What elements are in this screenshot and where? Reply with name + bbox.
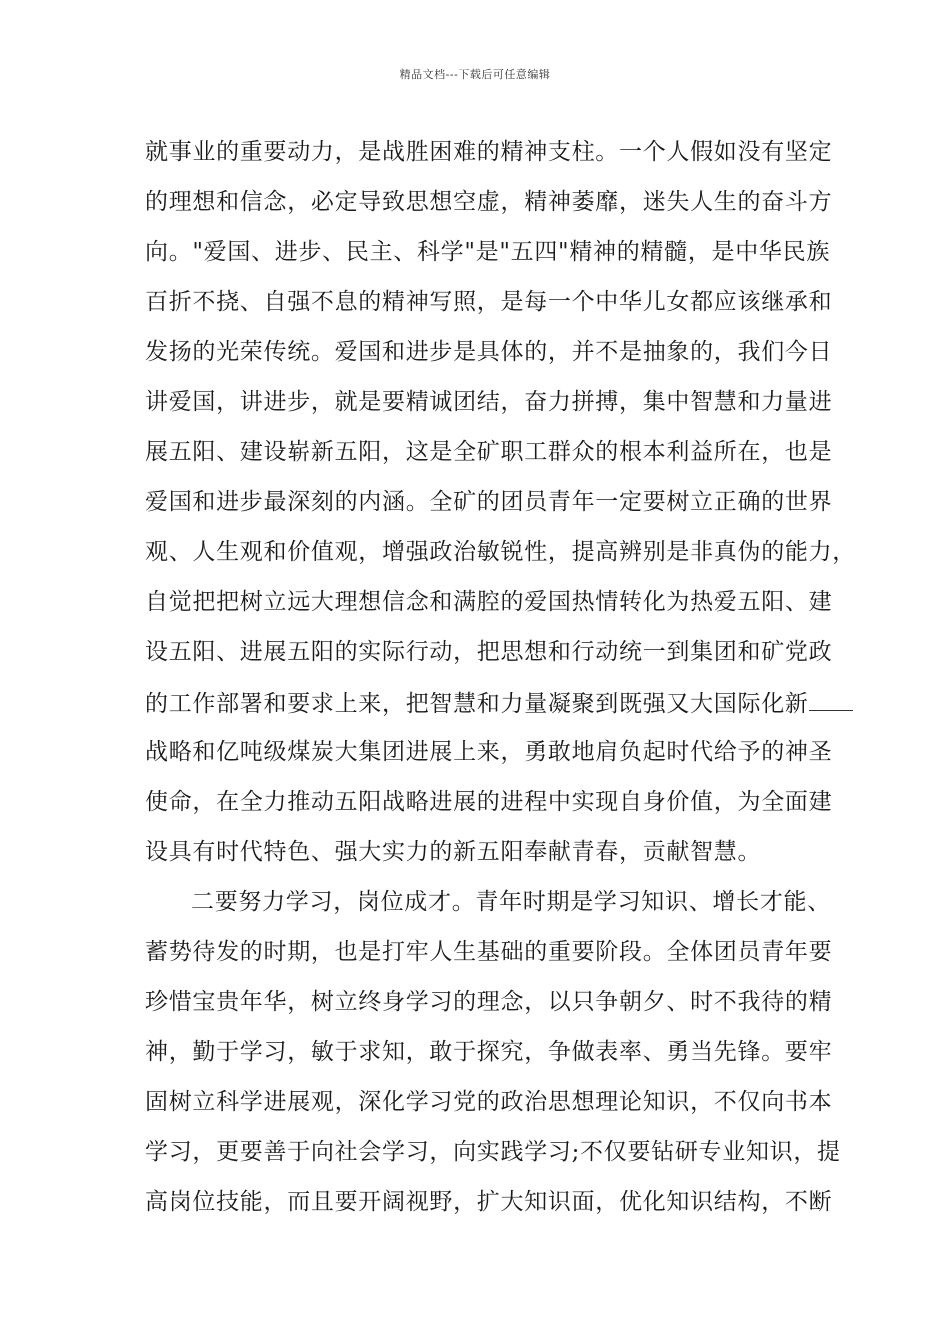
text-line: 设具有时代特色、强大实力的新五阳奉献青春，贡献智慧。 bbox=[145, 839, 762, 865]
text-line: 发扬的光荣传统。爱国和进步是具体的，并不是抽象的，我们今日 bbox=[145, 339, 833, 365]
text-line: 使命，在全力推动五阳战略进展的进程中实现自身价值，为全面建 bbox=[145, 789, 833, 815]
text-line: 自觉把把树立远大理想信念和满腔的爱国热情转化为热爱五阳、建 bbox=[145, 589, 833, 615]
text-line: 就事业的重要动力，是战胜困难的精神支柱。一个人假如没有坚定 bbox=[145, 139, 833, 165]
text-line: 神，勤于学习，敏于求知，敢于探究，争做表率、勇当先锋。要牢 bbox=[145, 1039, 833, 1065]
text-line: 蓄势待发的时期，也是打牢人生基础的重要阶段。全体团员青年要 bbox=[145, 939, 833, 965]
text-line: 珍惜宝贵年华，树立终身学习的理念，以只争朝夕、时不我待的精 bbox=[145, 989, 833, 1015]
text-line: 学习，更要善于向社会学习，向实践学习;不仅要钻研专业知识，提 bbox=[145, 1139, 841, 1165]
text-line-with-blank bbox=[145, 682, 817, 732]
page-header: 精品文档---下载后可任意编辑 bbox=[399, 68, 551, 81]
text-line: 观、人生观和价值观，增强政治敏锐性，提高辨别是非真伪的能力， bbox=[145, 539, 856, 565]
text-line: 展五阳、建设崭新五阳，这是全矿职工群众的根本利益所在，也是 bbox=[145, 439, 833, 465]
text-line: 战略和亿吨级煤炭大集团进展上来，勇敢地肩负起时代给予的神圣 bbox=[145, 739, 833, 765]
text-line: 高岗位技能，而且要开阔视野，扩大知识面，优化知识结构，不断 bbox=[145, 1189, 833, 1215]
text-line: 的工作部署和要求上来，把智慧和力量凝聚到既强又大国际化新 bbox=[145, 691, 809, 717]
text-line: 爱国和进步最深刻的内涵。全矿的团员青年一定要树立正确的世界 bbox=[145, 489, 833, 515]
text-line: 讲爱国，讲进步，就是要精诚团结，奋力拼搏，集中智慧和力量进 bbox=[145, 389, 833, 415]
fill-in-blank bbox=[809, 682, 853, 711]
document-body bbox=[145, 132, 856, 1232]
paragraph-first-line: 二要努力学习，岗位成才。青年时期是学习知识、增长才能、 bbox=[191, 889, 831, 915]
text-line: 向。"爱国、进步、民主、科学"是"五四"精神的精髓，是中华民族 bbox=[145, 239, 831, 265]
text-line: 设五阳、进展五阳的实际行动，把思想和行动统一到集团和矿党政 bbox=[145, 639, 833, 665]
text-line: 固树立科学进展观，深化学习党的政治思想理论知识，不仅向书本 bbox=[145, 1089, 833, 1115]
text-line: 的理想和信念，必定导致思想空虚，精神萎靡，迷失人生的奋斗方 bbox=[145, 189, 833, 215]
text-line: 百折不挠、自强不息的精神写照，是每一个中华儿女都应该继承和 bbox=[145, 289, 833, 315]
